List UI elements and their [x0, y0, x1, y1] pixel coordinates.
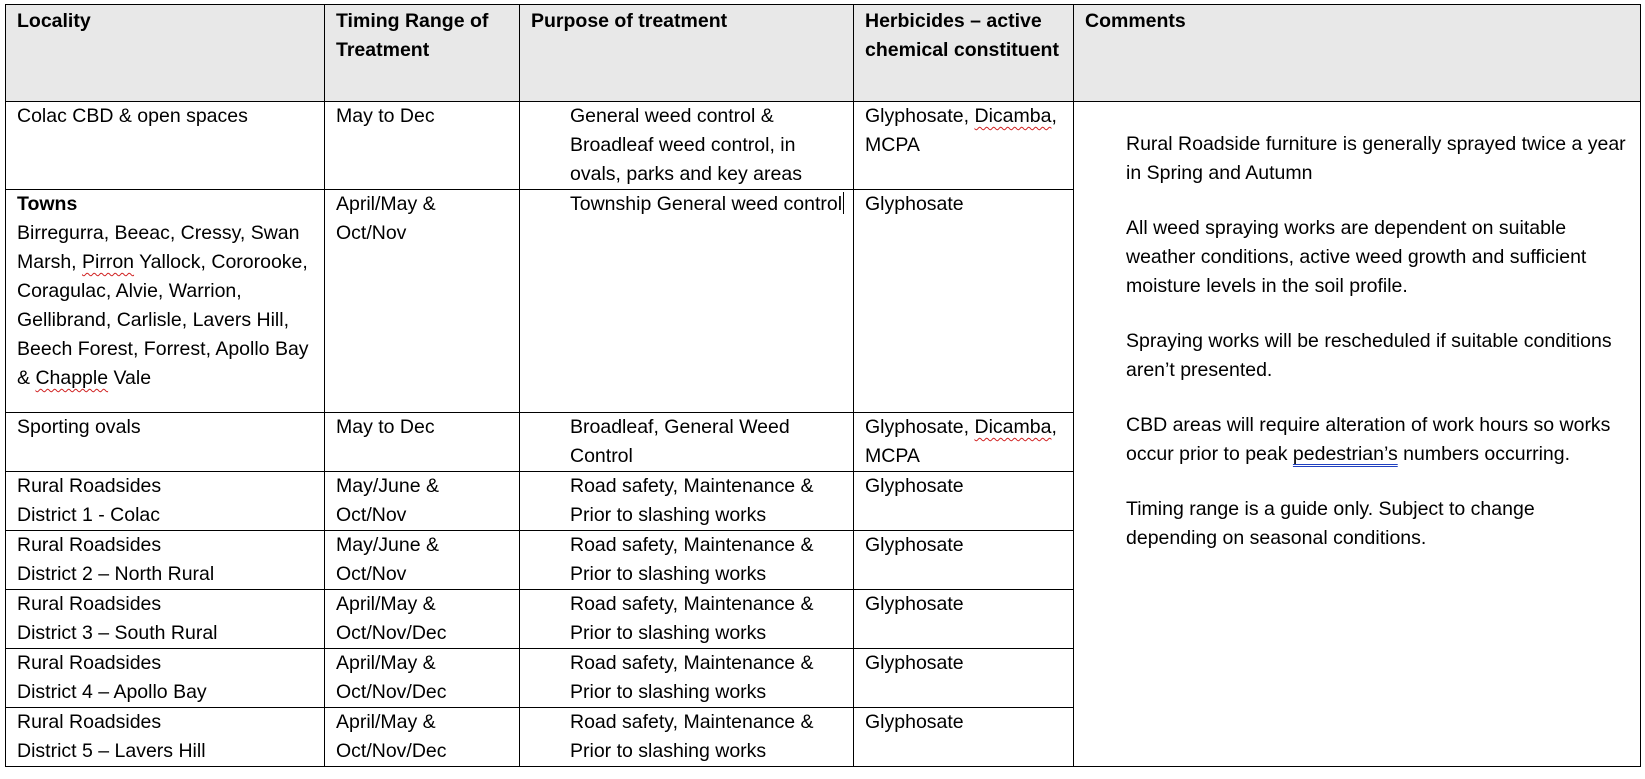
cell-locality [6, 708, 325, 767]
locality-line: District 4 – Apollo Bay [17, 681, 207, 703]
locality-line: Rural Roadsides [17, 711, 162, 733]
cell-herbicides: Glyphosate [854, 531, 1074, 590]
cell-locality [6, 472, 325, 531]
cell-herbicides: Glyphosate [854, 708, 1074, 767]
cell-locality: Colac CBD & open spaces [6, 102, 325, 190]
spellcheck-flagged-word: Pirron [82, 251, 135, 273]
cell-timing: April/May & Oct/Nov/Dec [325, 649, 520, 708]
cell-herbicides [854, 102, 1074, 190]
cell-locality [6, 590, 325, 649]
locality-line: Rural Roadsides [17, 534, 162, 556]
cell-herbicides: Glyphosate [854, 472, 1074, 531]
cell-purpose: General weed control & Broadleaf weed control, in ovals, parks and key areas [520, 102, 854, 190]
cell-comments [1074, 102, 1641, 767]
cell-timing: April/May & Oct/Nov [325, 190, 520, 413]
comment-paragraph: Spraying works will be rescheduled if suitable conditions aren’t presented. [1126, 330, 1612, 381]
spellcheck-flagged-word: Chapple [35, 367, 109, 389]
cell-herbicides [854, 413, 1074, 472]
comment-text: numbers occurring. [1397, 443, 1571, 465]
comment-text: CBD areas will require alteration of work hours so works occur prior to peak [1126, 414, 1611, 465]
herbicide-text: Glyphosate, [865, 416, 970, 438]
herbicide-text: , MCPA [865, 105, 1057, 156]
cell-locality [6, 531, 325, 590]
locality-line: Rural Roadsides [17, 475, 162, 497]
comment-paragraph: Rural Roadside furniture is generally sprayed twice a year in Spring and Autumn [1126, 133, 1626, 184]
cell-locality [6, 190, 325, 413]
cell-timing: May to Dec [325, 102, 520, 190]
cell-purpose: Road safety, Maintenance & Prior to slashing works [520, 708, 854, 767]
cell-purpose: Road safety, Maintenance & Prior to slashing works [520, 590, 854, 649]
cell-timing: May/June & Oct/Nov [325, 531, 520, 590]
cell-timing: May/June & Oct/Nov [325, 472, 520, 531]
locality-line: District 2 – North Rural [17, 563, 215, 585]
comment-paragraph [1126, 411, 1626, 469]
table-row [6, 102, 1641, 190]
header-row [6, 5, 1641, 102]
purpose-text: Township General weed control [570, 193, 843, 215]
grammar-flagged-word: pedestrian’s [1292, 443, 1398, 465]
header-comments: Comments [1074, 5, 1641, 102]
herbicide-text: Glyphosate, [865, 105, 970, 127]
cell-herbicides: Glyphosate [854, 649, 1074, 708]
cell-timing: May to Dec [325, 413, 520, 472]
locality-line: Rural Roadsides [17, 593, 162, 615]
cell-purpose: Road safety, Maintenance & Prior to slashing works [520, 472, 854, 531]
comment-paragraph: All weed spraying works are dependent on suitable weather conditions, active weed growth and sufficient moisture levels in the soil profile. [1126, 217, 1587, 297]
header-purpose: Purpose of treatment [520, 5, 854, 102]
header-herbicides: Herbicides – active chemical constituent [854, 5, 1074, 102]
locality-line: District 5 – Lavers Hill [17, 740, 206, 762]
cell-timing: April/May & Oct/Nov/Dec [325, 708, 520, 767]
locality-title: Towns [17, 193, 78, 215]
cell-purpose[interactable] [520, 190, 854, 413]
cell-herbicides: Glyphosate [854, 190, 1074, 413]
cell-herbicides: Glyphosate [854, 590, 1074, 649]
locality-text: Yallock, Cororooke, Coragulac, Alvie, Warrion, Gellibrand, Carlisle, Lavers Hill, Beech Forest, Forrest, Apollo Bay & [17, 251, 309, 389]
cell-locality: Sporting ovals [6, 413, 325, 472]
cell-purpose: Broadleaf, General Weed Control [520, 413, 854, 472]
cell-purpose: Road safety, Maintenance & Prior to slashing works [520, 531, 854, 590]
comment-paragraph: Timing range is a guide only. Subject to change depending on seasonal conditions. [1126, 498, 1535, 549]
herbicide-text: , MCPA [865, 416, 1057, 467]
cell-purpose: Road safety, Maintenance & Prior to slashing works [520, 649, 854, 708]
text-cursor [843, 192, 844, 214]
locality-text: Birregurra, Beeac, Cressy, Swan Marsh, [17, 222, 300, 273]
locality-line: Rural Roadsides [17, 652, 162, 674]
header-locality: Locality [6, 5, 325, 102]
spellcheck-flagged-word: Dicamba [974, 416, 1052, 438]
locality-text: Vale [108, 367, 152, 389]
header-timing: Timing Range of Treatment [325, 5, 520, 102]
cell-timing: April/May & Oct/Nov/Dec [325, 590, 520, 649]
cell-locality [6, 649, 325, 708]
herbicide-schedule-table [5, 4, 1641, 767]
locality-line: District 1 - Colac [17, 504, 161, 526]
spellcheck-flagged-word: Dicamba [974, 105, 1052, 127]
locality-line: District 3 – South Rural [17, 622, 218, 644]
